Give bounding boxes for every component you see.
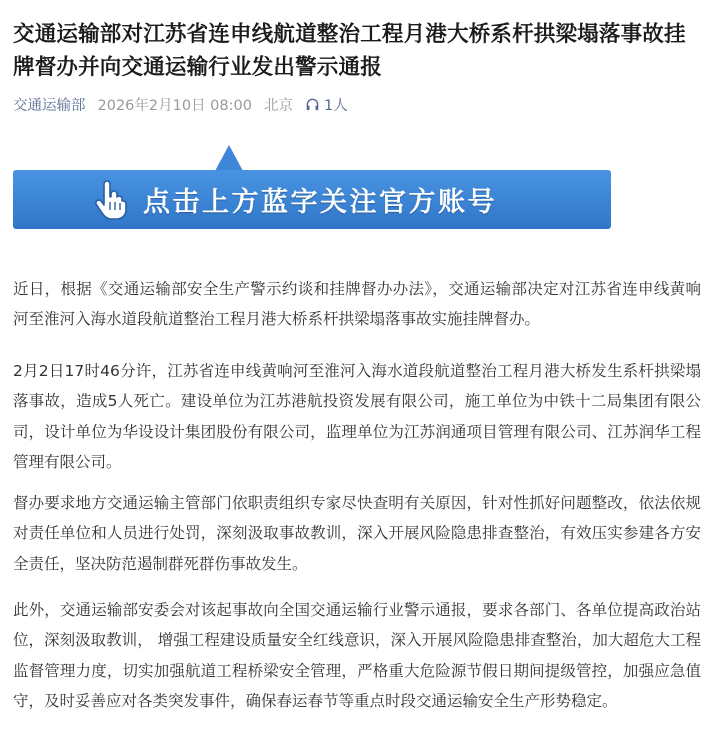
account-name-link[interactable]: 交通运输部	[13, 97, 86, 114]
publish-location: 北京	[263, 97, 293, 114]
article-meta	[13, 93, 348, 115]
article-title: 交通运输部对江苏省连申线航道整治工程月港大桥系杆拱梁塌落事故挂牌督办并向交通运输行业发出警示通报	[13, 22, 686, 80]
article-paragraph-1: 近日，根据《交通运输部安全生产警示约谈和挂牌督办办法》，交通运输部决定对江苏省连申线黄响河至淮河入海水道段航道整治工程月港大桥系杆拱梁塌落事故实施挂牌督办。	[13, 279, 701, 328]
article-paragraph-2: 2月2日17时46分许，江苏省连申线黄响河至淮河入海水道段航道整治工程月港大桥发生系杆拱梁塌落事故，造成5人死亡。建设单位为江苏港航投资发展有限公司，施工单位为中铁十二局集团有限公司，设计单位为华设设计集团股份有限公司，监理单位为江苏润通项目管理有限公司、江苏润华工程管理有限公司。	[13, 361, 701, 471]
follow-banner-text: 点击上方蓝字关注官方账号	[143, 187, 497, 218]
follow-account-banner[interactable]	[13, 170, 611, 229]
hand-pointer-icon	[93, 180, 127, 220]
article-paragraph-4: 此外，交通运输部安委会对该起事故向全国交通运输行业警示通报，要求各部门、各单位提高政治站位，深刻汲取教训， 增强工程建设质量安全红线意识，深入开展风险隐患排查整治，加大超危大工程监督管理力度，切实加强航道工程桥梁安全管理，严格重大危险源节假日期间提级管控，加强应急值守，及时妥善应对各类突发事件，确保春运春节等重点时段交通运输安全生产形势稳定。	[13, 600, 701, 710]
banner-pointer-arrow	[215, 145, 243, 171]
headphones-icon[interactable]	[305, 97, 320, 112]
listen-count[interactable]: 1人	[323, 97, 348, 114]
publish-time: 2026年2月10日 08:00	[97, 97, 252, 114]
article-paragraph-3: 督办要求地方交通运输主管部门依职责组织专家尽快查明有关原因，针对性抓好问题整改，依法依规对责任单位和人员进行处罚，深刻汲取事故教训，深入开展风险隐患排查整治，有效压实参建各方安全责任，坚决防范遏制群死群伤事故发生。	[13, 493, 701, 573]
